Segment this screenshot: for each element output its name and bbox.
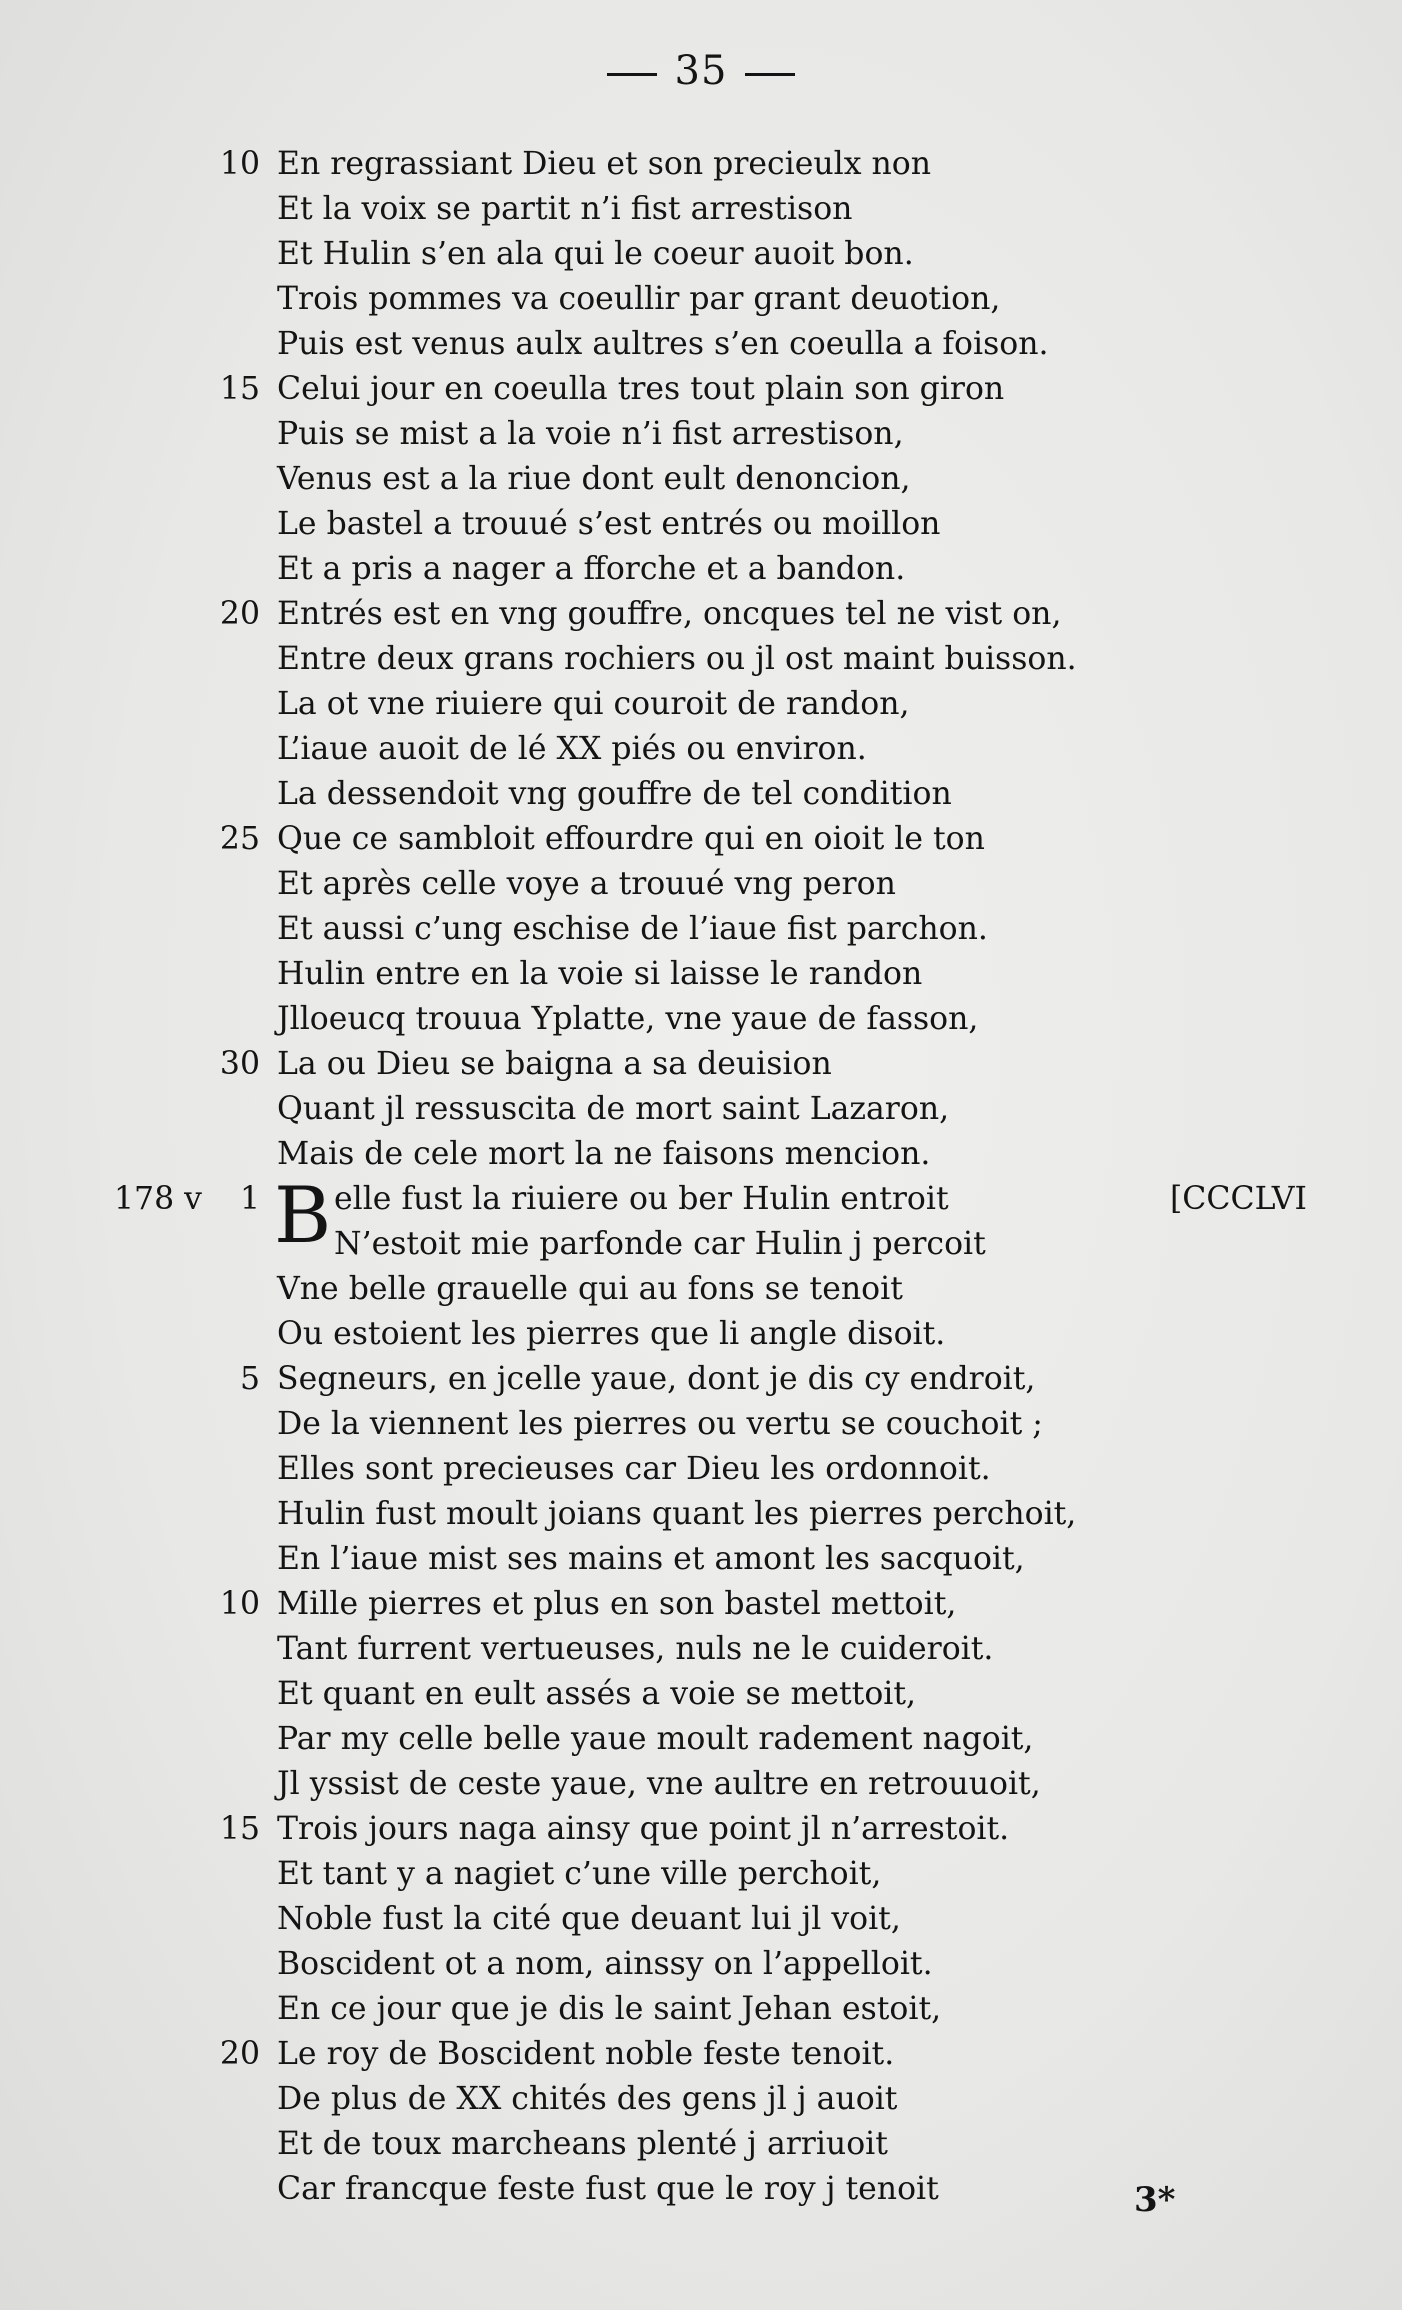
verse-text-line: Et quant en eult assés a voie se mettoit, bbox=[277, 1676, 917, 1712]
line-number: 10 bbox=[219, 146, 260, 182]
verse-line bbox=[0, 1087, 1402, 1132]
verse-line bbox=[0, 1807, 1402, 1852]
verse-text-line: Jl yssist de ceste yaue, vne aultre en retrouuoit, bbox=[277, 1766, 1041, 1802]
line-number: 15 bbox=[219, 371, 260, 407]
verse-text-line: Hulin entre en la voie si laisse le randon bbox=[277, 956, 923, 992]
verse-text-line: Car francque feste fust que le roy j tenoit bbox=[277, 2171, 939, 2207]
verse-line bbox=[0, 1402, 1402, 1447]
verse-text-line: La dessendoit vng gouffre de tel condition bbox=[277, 776, 952, 812]
verse-text-line: La ou Dieu se baigna a sa deuision bbox=[277, 1046, 832, 1082]
verse-text-line: Elles sont precieuses car Dieu les ordonnoit. bbox=[277, 1451, 991, 1487]
verse-line bbox=[0, 907, 1402, 952]
verse-line bbox=[0, 412, 1402, 457]
verse-text-line: Le roy de Boscident noble feste tenoit. bbox=[277, 2036, 895, 2072]
verse-line bbox=[0, 772, 1402, 817]
verse-line bbox=[0, 637, 1402, 682]
verse-text-line: Et aussi c’ung eschise de l’iaue fist parchon. bbox=[277, 911, 988, 947]
verse-text-line: Tant furrent vertueuses, nuls ne le cuideroit. bbox=[277, 1631, 994, 1667]
verse-line bbox=[0, 187, 1402, 232]
verse-text-line: Et tant y a nagiet c’une ville perchoit, bbox=[277, 1856, 882, 1892]
page-header bbox=[0, 48, 1402, 94]
verse-line bbox=[0, 952, 1402, 997]
verse-text-line: Par my celle belle yaue moult radement nagoit, bbox=[277, 1721, 1034, 1757]
verse-line bbox=[0, 1537, 1402, 1582]
line-number: 15 bbox=[219, 1811, 260, 1847]
verse-line bbox=[0, 2077, 1402, 2122]
verse-text-line: Trois pommes va coeullir par grant deuotion, bbox=[277, 281, 1001, 317]
verse-line bbox=[0, 232, 1402, 277]
verse-text-line: En regrassiant Dieu et son precieulx non bbox=[277, 146, 932, 182]
verse-text-line: Et la voix se partit n’i fist arrestison bbox=[277, 191, 853, 227]
verse-text-line: Entrés est en vng gouffre, oncques tel ne vist on, bbox=[277, 596, 1062, 632]
verse-line bbox=[0, 1762, 1402, 1807]
verse-line bbox=[0, 727, 1402, 772]
verse-line bbox=[0, 502, 1402, 547]
verse-line bbox=[0, 1357, 1402, 1402]
verse-text-line: Mais de cele mort la ne faisons mencion. bbox=[277, 1136, 931, 1172]
verse-text-line: Et après celle voye a trouué vng peron bbox=[277, 866, 896, 902]
verse-text-line: Quant jl ressuscita de mort saint Lazaron, bbox=[277, 1091, 950, 1127]
verse-line bbox=[0, 1042, 1402, 1087]
verse-text-line: Mille pierres et plus en son bastel mettoit, bbox=[277, 1586, 957, 1622]
verse-line bbox=[0, 997, 1402, 1042]
verse-text-line: Vne belle grauelle qui au fons se tenoit bbox=[277, 1271, 903, 1307]
header-dash-left bbox=[607, 73, 657, 76]
verse-line bbox=[0, 547, 1402, 592]
verse-text-line: De plus de XX chités des gens jl j auoit bbox=[277, 2081, 898, 2117]
section-mark: [CCCLVI bbox=[1170, 1181, 1307, 1217]
verse-text-line: Et Hulin s’en ala qui le coeur auoit bon. bbox=[277, 236, 914, 272]
verse-text-line: Celui jour en coeulla tres tout plain son giron bbox=[277, 371, 1005, 407]
verse-line bbox=[0, 1717, 1402, 1762]
verse-text-line: En l’iaue mist ses mains et amont les sacquoit, bbox=[277, 1541, 1025, 1577]
verse-line bbox=[0, 1492, 1402, 1537]
line-number: 20 bbox=[219, 596, 260, 632]
verse-text-line: Entre deux grans rochiers ou jl ost maint buisson. bbox=[277, 641, 1077, 677]
verse-text-line: elle fust la riuiere ou ber Hulin entroit bbox=[334, 1181, 949, 1217]
verse-line bbox=[0, 1312, 1402, 1357]
verse-text-line: Ou estoient les pierres que li angle disoit. bbox=[277, 1316, 946, 1352]
verse-line bbox=[0, 817, 1402, 862]
verse-text-line: La ot vne riuiere qui couroit de randon, bbox=[277, 686, 910, 722]
verse-text-line: Jlloeucq trouua Yplatte, vne yaue de fasson, bbox=[277, 1001, 979, 1037]
verse-text-line: De la viennent les pierres ou vertu se couchoit ; bbox=[277, 1406, 1043, 1442]
verse-line bbox=[0, 862, 1402, 907]
verse-text-line: Venus est a la riue dont eult denoncion, bbox=[277, 461, 911, 497]
verse-line bbox=[0, 592, 1402, 637]
verse-text-line: Le bastel a trouué s’est entrés ou moillon bbox=[277, 506, 941, 542]
verse-text-line: Noble fust la cité que deuant lui jl voit, bbox=[277, 1901, 901, 1937]
verse-line bbox=[0, 2032, 1402, 2077]
line-number: 20 bbox=[219, 2036, 260, 2072]
signature-mark: 3* bbox=[1134, 2180, 1176, 2220]
verse-line bbox=[0, 277, 1402, 322]
verse-line bbox=[0, 1447, 1402, 1492]
verse-line bbox=[0, 1222, 1402, 1267]
line-number: 25 bbox=[219, 821, 260, 857]
verse-text-line: Et de toux marcheans plenté j arriuoit bbox=[277, 2126, 888, 2162]
verse-line bbox=[0, 2167, 1402, 2212]
verse-line bbox=[0, 1987, 1402, 2032]
verse-line bbox=[0, 142, 1402, 187]
drop-initial: B bbox=[274, 1171, 332, 1261]
verse-text-line: Puis est venus aulx aultres s’en coeulla a foison. bbox=[277, 326, 1049, 362]
verse-text-line: L’iaue auoit de lé XX piés ou environ. bbox=[277, 731, 867, 767]
line-number: 5 bbox=[239, 1361, 260, 1397]
line-number: 30 bbox=[219, 1046, 260, 1082]
verse-text-line: Trois jours naga ainsy que point jl n’arrestoit. bbox=[277, 1811, 1010, 1847]
folio-reference: 178 v bbox=[114, 1181, 202, 1217]
verse-line bbox=[0, 1897, 1402, 1942]
verse-text-line: Hulin fust moult joians quant les pierres perchoit, bbox=[277, 1496, 1077, 1532]
verse-line bbox=[0, 457, 1402, 502]
verse-line bbox=[0, 1267, 1402, 1312]
page-number: 35 bbox=[674, 48, 728, 94]
verse-text-line: Puis se mist a la voie n’i fist arrestison, bbox=[277, 416, 904, 452]
verse-text-line: Et a pris a nager a fforche et a bandon. bbox=[277, 551, 906, 587]
header-dash-right bbox=[745, 73, 795, 76]
verse-text-line: Que ce sambloit effourdre qui en oioit le ton bbox=[277, 821, 985, 857]
line-number: 10 bbox=[219, 1586, 260, 1622]
verse-line bbox=[0, 322, 1402, 367]
verse-line bbox=[0, 2122, 1402, 2167]
verse-line bbox=[0, 1582, 1402, 1627]
verse-text bbox=[0, 142, 1402, 2212]
verse-line bbox=[0, 1627, 1402, 1672]
line-number: 1 bbox=[239, 1181, 260, 1217]
verse-text-line: Boscident ot a nom, ainssy on l’appelloit. bbox=[277, 1946, 933, 1982]
verse-line bbox=[0, 682, 1402, 727]
verse-line bbox=[0, 1132, 1402, 1177]
verse-line bbox=[0, 1852, 1402, 1897]
verse-line bbox=[0, 1672, 1402, 1717]
verse-text-line: En ce jour que je dis le saint Jehan estoit, bbox=[277, 1991, 942, 2027]
verse-text-line: N’estoit mie parfonde car Hulin j percoit bbox=[334, 1226, 986, 1262]
verse-line bbox=[0, 1942, 1402, 1987]
verse-text-line: Segneurs, en jcelle yaue, dont je dis cy endroit, bbox=[277, 1361, 1036, 1397]
verse-line bbox=[0, 367, 1402, 412]
